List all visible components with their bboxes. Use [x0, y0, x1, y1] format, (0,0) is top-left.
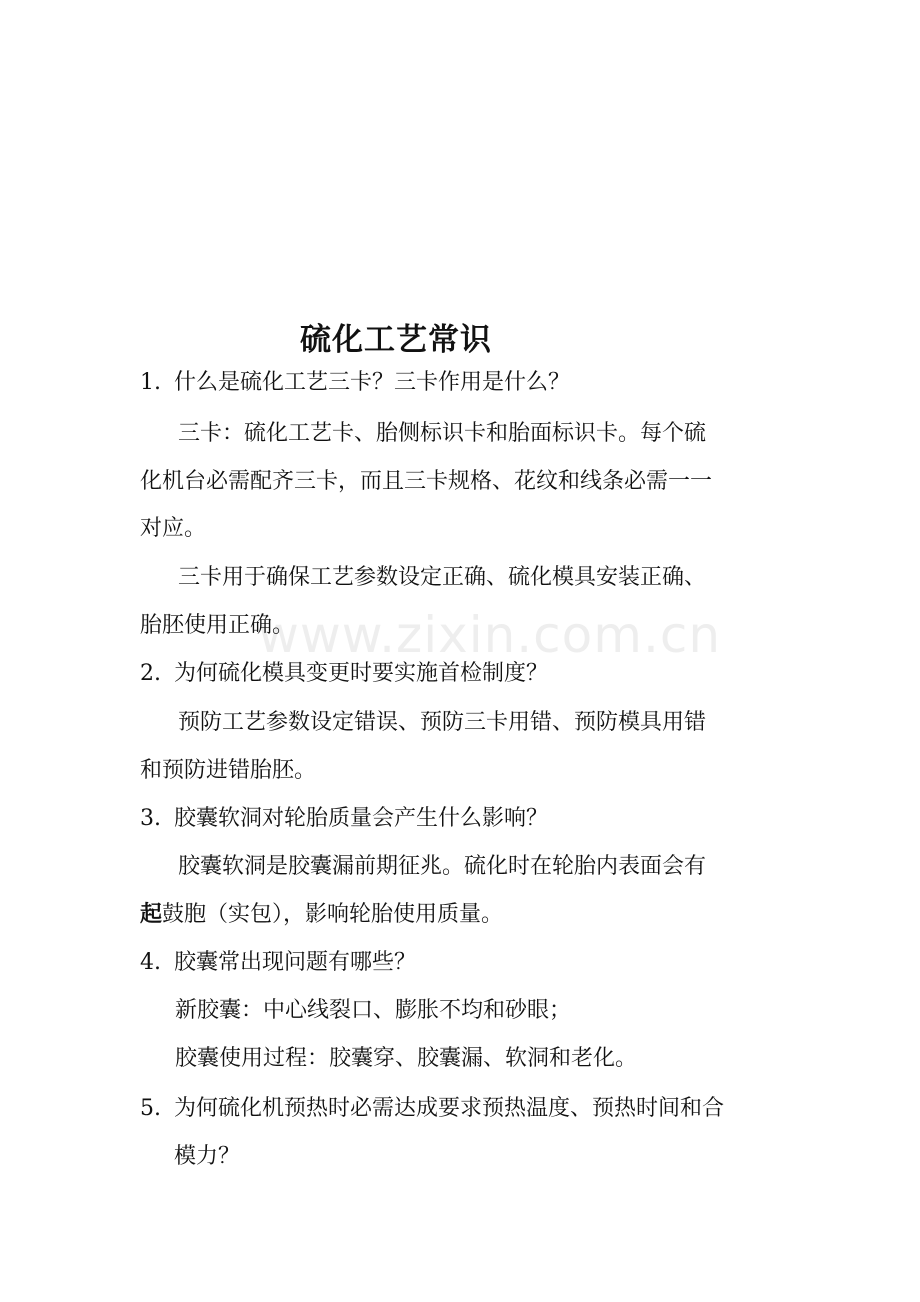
question-5 — [140, 1096, 724, 1122]
question-number: 2. — [140, 661, 161, 686]
question-text: 为何硫化机预热时必需达成要求预热温度、预热时间和合 — [174, 1096, 725, 1121]
question-number: 4. — [140, 950, 161, 975]
question-2 — [140, 661, 548, 687]
answer-paragraph: 对应。 — [140, 516, 207, 541]
question-text: 什么是硫化工艺三卡？三卡作用是什么？ — [174, 370, 571, 395]
watermark: www.zixin.com.cn — [258, 606, 722, 664]
question-number: 5. — [140, 1096, 161, 1121]
question-text: 为何硫化模具变更时要实施首检制度？ — [174, 661, 549, 686]
answer-paragraph: 和预防进错胎胚。 — [140, 758, 317, 783]
page-title: 硫化工艺常识 — [300, 322, 492, 358]
question-number: 1. — [140, 370, 161, 395]
question-text: 胶囊常出现问题有哪些？ — [174, 950, 417, 975]
answer-paragraph: 三卡用于确保工艺参数设定正确、硫化模具安装正确、 — [178, 565, 707, 590]
answer-text: 鼓胞（实包），影响轮胎使用质量。 — [162, 902, 504, 927]
question-1 — [140, 370, 570, 396]
question-4 — [140, 950, 416, 976]
question-text-continued: 模力？ — [174, 1144, 241, 1169]
answer-paragraph: 预防工艺参数设定错误、预防三卡用错、预防模具用错 — [178, 710, 707, 735]
answer-paragraph: 胎胚使用正确。 — [140, 613, 295, 638]
question-text: 胶囊软洞对轮胎质量会产生什么影响？ — [174, 806, 549, 831]
answer-paragraph: 胶囊软洞是胶囊漏前期征兆。硫化时在轮胎内表面会有 — [178, 854, 707, 879]
answer-paragraph — [140, 902, 503, 928]
answer-paragraph: 胶囊使用过程：胶囊穿、胶囊漏、软洞和老化。 — [175, 1046, 638, 1071]
answer-paragraph: 化机台必需配齐三卡，而且三卡规格、花纹和线条必需一一 — [140, 469, 713, 494]
answer-paragraph: 新胶囊：中心线裂口、膨胀不均和砂眼； — [175, 998, 572, 1023]
question-number: 3. — [140, 806, 161, 831]
question-3 — [140, 806, 548, 832]
bold-text: 起 — [140, 902, 163, 927]
answer-paragraph: 三卡：硫化工艺卡、胎侧标识卡和胎面标识卡。每个硫 — [178, 421, 707, 446]
